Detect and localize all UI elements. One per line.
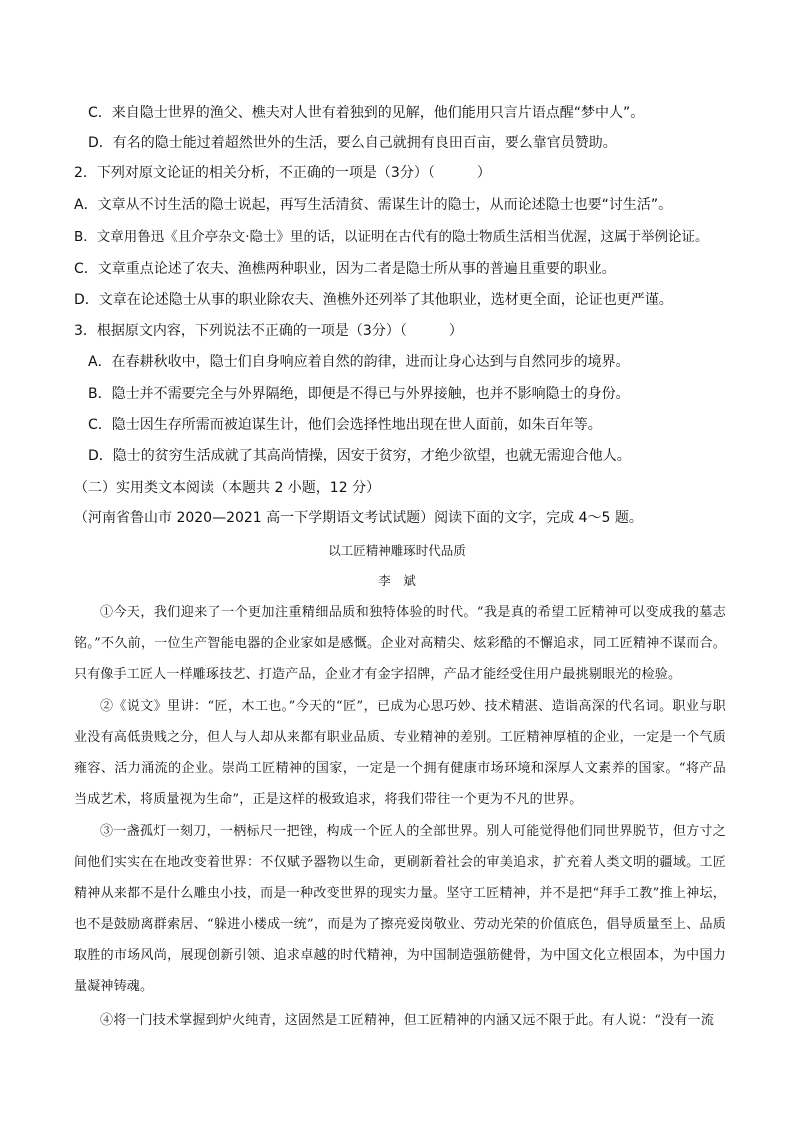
article-paragraph-1: ①今天，我们迎来了一个更加注重精细品质和独特体验的时代。“我是真的希望工匠精神可以变成我的墓志铭。”不久前，一位生产智能电器的企业家如是感慨。企业对高精尖、炫彩酷的不懈追求，同工匠精神不谋而合。只有像手工匠人一样雕琢技艺、打造产品，企业才有金字招牌，产品才能经受住用户最挑剔眼光的检验。 bbox=[74, 605, 726, 682]
q3-option-c: C．隐士因生存所需而被迫谋生计，他们会选择性地出现在世人面前，如朱百年等。 bbox=[88, 417, 602, 433]
q1-option-c: C．来自隐士世界的渔父、樵夫对人世有着独到的见解，他们能用只言片语点醒“梦中人”。 bbox=[88, 105, 645, 121]
q3-option-a: A．在春耕秋收中，隐士们自身响应着自然的韵律，进而让身心达到与自然同步的境界。 bbox=[88, 354, 630, 370]
q3-stem: 3．根据原文内容，下列说法不正确的一项是（3分）（ ） bbox=[74, 323, 463, 339]
q2-option-b: B．文章用鲁迅《且介亭杂文·隐士》里的话，以证明在古代有的隐士物质生活相当优渥，这属于举例论证。 bbox=[74, 229, 709, 245]
q3-option-d: D．隐士的贫穷生活成就了其高尚情操，因安于贫穷，才绝少欲望，也就无需迎合他人。 bbox=[88, 448, 631, 464]
article-paragraph-4: ④将一门技术掌握到炉火纯青，这固然是工匠精神，但工匠精神的内涵又远不限于此。有人说：“没有一流 bbox=[100, 1013, 715, 1028]
q2-stem: 2．下列对原文论证的相关分析，不正确的一项是（3分）（ ） bbox=[74, 165, 491, 181]
section-source: （河南省鲁山市 2020—2021 高一下学期语文考试试题）阅读下面的文字，完成 4～5 题。 bbox=[74, 510, 643, 526]
q1-option-d: D．有名的隐士能过着超然世外的生活，要么自己就拥有良田百亩，要么靠官员赞助。 bbox=[88, 135, 617, 151]
article-paragraph-3: ③一盏孤灯一刻刀，一柄标尺一把锉，构成一个匠人的全部世界。别人可能觉得他们同世界脱节，但方寸之间他们实实在在地改变着世界：不仅赋予器物以生命，更刷新着社会的审美追求，扩充着人类文明的疆域。工匠精神从来都不是什么雕虫小技，而是一种改变世界的现实力量。坚守工匠精神，并不是把“拜手工教”推上神坛，也不是鼓励离群索居、“躲进小楼成一统”，而是为了擦亮爱岗敬业、劳动光荣的价值底色，倡导质量至上、品质取胜的市场风尚，展现创新引领、追求卓越的时代精神，为中国制造强筋健骨，为中国文化立根固本，为中国力量凝神铸魂。 bbox=[74, 824, 726, 994]
q2-option-a: A．文章从不讨生活的隐士说起，再写生活清贫、需谋生计的隐士，从而论述隐士也要“讨生活”。 bbox=[74, 197, 673, 213]
q2-option-c: C．文章重点论述了农夫、渔樵两种职业，因为二者是隐士所从事的普遍且重要的职业。 bbox=[74, 261, 616, 277]
q2-option-d: D．文章在论述隐士从事的职业除农夫、渔樵外还列举了其他职业，选材更全面，论证也更严谨。 bbox=[74, 292, 673, 308]
section-heading: （二）实用类文本阅读（本题共 2 小题，12 分） bbox=[74, 480, 381, 496]
q3-option-b: B．隐士并不需要完全与外界隔绝，即便是不得已与外界接触，也并不影响隐士的身份。 bbox=[88, 386, 630, 402]
article-paragraph-2: ②《说文》里讲：“匠，木工也。”今天的“匠”，已成为心思巧妙、技术精湛、造诣高深的代名词。职业与职业没有高低贵贱之分，但人与人却从来都有职业品质、专业精神的差别。工匠精神厚植的企业，一定是一个气质雍容、活力涌流的企业。崇尚工匠精神的国家，一定是一个拥有健康市场环境和深厚人文素养的国家。“将产品当成艺术，将质量视为生命”，正是这样的极致追求，将我们带往一个更为不凡的世界。 bbox=[74, 699, 726, 807]
article-title: 以工匠精神雕琢时代品质 bbox=[328, 543, 466, 558]
article-author: 李 斌 bbox=[378, 573, 416, 588]
